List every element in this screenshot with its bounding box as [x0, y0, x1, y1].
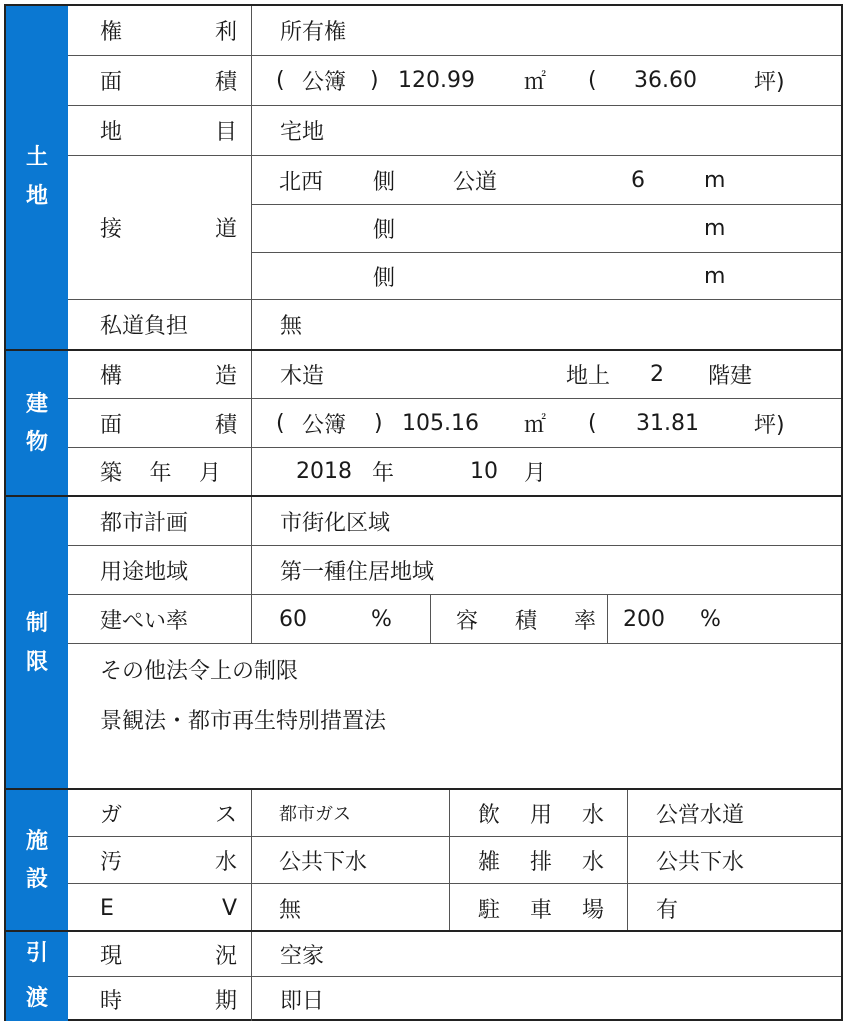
rights-value: 所有権: [251, 6, 841, 55]
land-category-value: 宅地: [251, 106, 841, 155]
zoning-label: 用途地域: [100, 559, 189, 585]
building-side-char: 建: [25, 391, 48, 417]
city-planning-label: 都市計画: [100, 510, 189, 536]
zoning-value: 第一種住居地域: [251, 546, 841, 594]
property-spec-sheet: [4, 4, 843, 1021]
land-area-label: 面 積: [100, 70, 237, 95]
restrictions-row-zoning: [68, 546, 841, 595]
restrictions-side-char: 限: [25, 649, 48, 675]
facilities-row: [68, 837, 841, 884]
land-side-char: 土: [25, 145, 48, 170]
restrictions-side-label: [6, 497, 68, 790]
built-date-value: 2018 年 10 月: [251, 448, 841, 495]
facilities-row: [68, 790, 841, 837]
road-1-unit: m: [704, 167, 726, 193]
facilities-side-char: 設: [25, 867, 48, 892]
land-row-area: [68, 56, 841, 106]
restrictions-row-other-laws: [68, 644, 841, 790]
road-2-side: 側: [373, 218, 396, 243]
land-section: [6, 6, 841, 349]
facility-label-2: 駐 車 場: [478, 897, 604, 923]
facility-value-2: 有: [656, 897, 679, 923]
handover-row-timing: [68, 977, 841, 1021]
facility-label-2: 雑 排 水: [478, 849, 604, 875]
handover-timing-label: 時 期: [100, 988, 237, 1014]
city-planning-value: 市街化区域: [251, 497, 841, 545]
restrictions-side-char: 制: [25, 611, 48, 636]
private-road-label: 私道負担: [100, 314, 189, 339]
road-2-unit: m: [704, 216, 726, 241]
private-road-value: 無: [251, 300, 841, 349]
handover-row-status: [68, 932, 841, 977]
land-row-rights: [68, 6, 841, 56]
facility-value-2: 公共下水: [656, 849, 745, 875]
handover-timing-value: 即日: [251, 977, 841, 1021]
handover-side-char: 渡: [25, 985, 48, 1011]
current-status-value: 空家: [251, 932, 841, 976]
structure-value: 木造 地上 2 階建: [251, 351, 841, 398]
land-row-private-road: [68, 300, 841, 349]
land-category-label: 地 目: [100, 120, 237, 145]
current-status-label: 現 況: [100, 943, 237, 969]
facilities-section: [6, 788, 841, 932]
road-3-side: 側: [373, 265, 396, 291]
facility-label: ガ ス: [100, 802, 237, 828]
facility-value: 公共下水: [279, 849, 368, 875]
coverage-ratio-unit: %: [371, 606, 392, 632]
coverage-ratio-label: 建ぺい率: [100, 608, 189, 634]
floor-area-ratio-value: 200: [623, 606, 665, 632]
floor-area-ratio-unit: %: [700, 606, 721, 632]
facilities-side-char: 施: [25, 828, 48, 854]
building-section: [6, 349, 841, 497]
rights-label: 権 利: [100, 20, 237, 45]
other-laws-heading: その他法令上の制限: [100, 658, 299, 684]
floor-area-ratio-label: 容 積 率: [456, 608, 596, 634]
coverage-ratio-value: 60: [279, 606, 307, 632]
land-row-road-access: [68, 156, 841, 300]
facility-label-2: 飲 用 水: [478, 802, 604, 828]
land-area-value: ( 公簿 ) 120.99 ㎡ ( 36.60 坪): [251, 56, 841, 105]
road-access-label: 接 道: [100, 217, 237, 242]
built-date-label: 築 年 月: [100, 461, 221, 486]
road-1-side: 側: [373, 169, 396, 195]
facilities-row: [68, 884, 841, 932]
road-1-direction: 北西: [279, 169, 324, 195]
building-row-area: [68, 399, 841, 448]
facility-label: 汚 水: [100, 849, 237, 875]
facility-value: 都市ガス: [279, 804, 351, 825]
facilities-side-label: [6, 790, 68, 932]
facility-value-2: 公営水道: [656, 802, 745, 828]
building-side-char: 物: [25, 430, 48, 455]
handover-side-label: [6, 932, 68, 1021]
building-side-label: [6, 351, 68, 497]
facility-value: 無: [279, 897, 302, 923]
building-row-built-date: [68, 448, 841, 495]
handover-side-char: 引: [25, 941, 48, 967]
land-side-label: [6, 6, 68, 349]
road-1-type: 公道: [453, 169, 498, 195]
restrictions-row-ratios: [68, 595, 841, 644]
building-area-label: 面 積: [100, 412, 237, 438]
restrictions-section: [6, 495, 841, 790]
road-1-width: 6: [631, 167, 645, 193]
building-row-structure: [68, 351, 841, 399]
other-laws-value: 景観法・都市再生特別措置法: [100, 708, 387, 734]
restrictions-row-city-planning: [68, 497, 841, 546]
structure-label: 構 造: [100, 364, 237, 389]
handover-section: [6, 930, 841, 1021]
facility-label: E V: [100, 895, 237, 921]
land-row-category: [68, 106, 841, 156]
building-area-value: ( 公簿 ) 105.16 ㎡ ( 31.81 坪): [251, 399, 841, 447]
land-side-char: 地: [25, 183, 48, 209]
road-3-unit: m: [704, 263, 726, 289]
